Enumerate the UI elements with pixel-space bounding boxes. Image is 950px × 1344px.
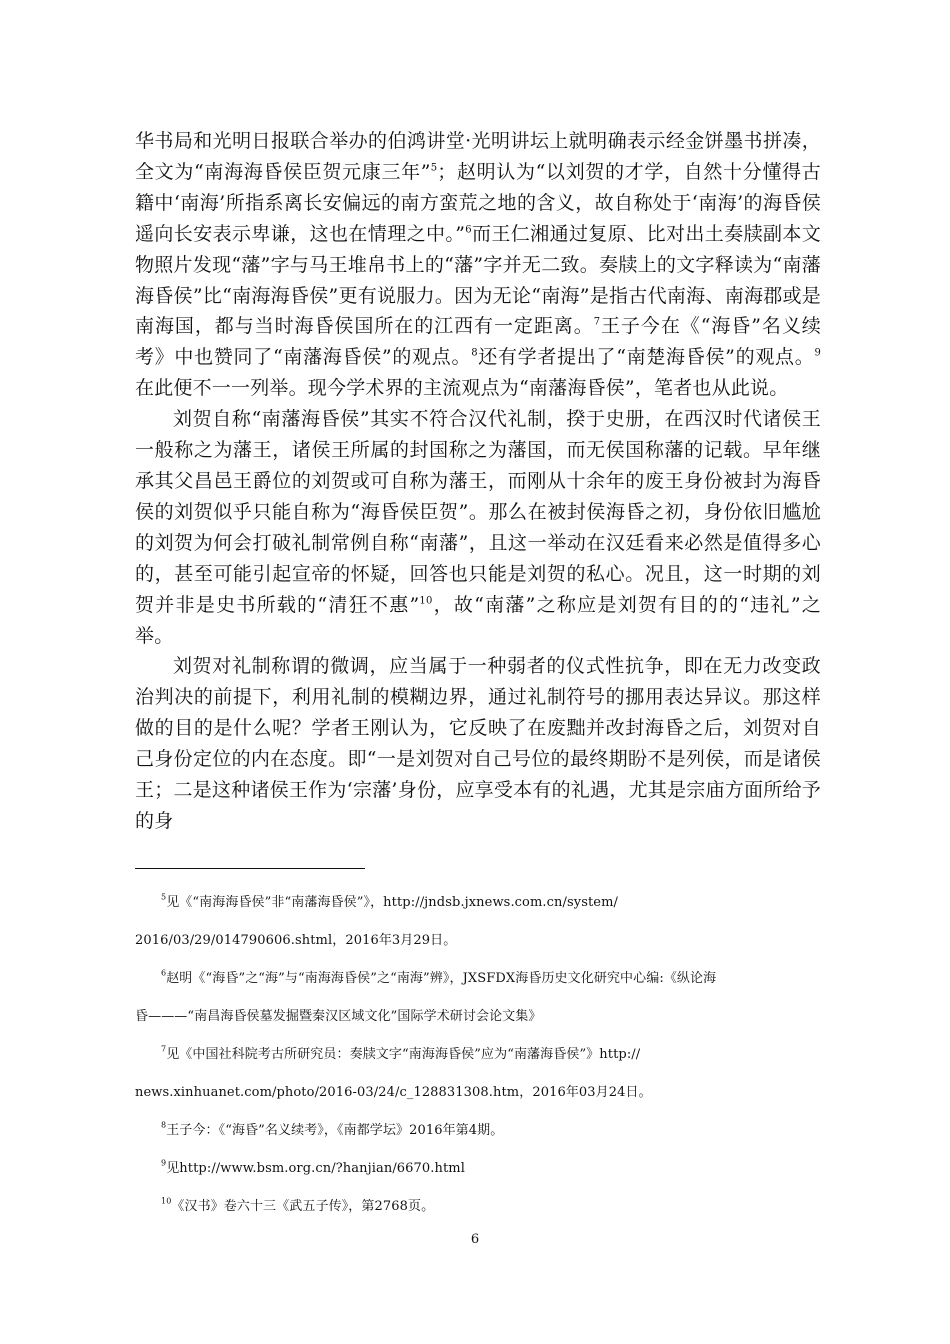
footnote-continuation: news.xinhuanet.com/photo/2016-03/24/c_128831308.htm，2016年03月24日。: [135, 1085, 652, 1100]
footnote-number: 10: [161, 1196, 172, 1206]
footnote-text: 见http://www.bsm.org.cn/?hanjian/6670.html: [166, 1161, 465, 1176]
footnote-reference: 7: [593, 316, 601, 328]
footnote-reference: 5: [430, 162, 438, 174]
footnote: [135, 960, 821, 998]
footnote-reference: 8: [471, 347, 478, 359]
body-text-run: 而王仁湘通过复原、比对出土奏牍副本文物照片发现“藩”字与马王堆帛书上的“藩”字并无二致。奏牍上的文字释读为“南藩海昏侯”比“南海海昏侯”更有说服力。因为无论“南海”是指古代南海、南海郡或是南海国，都与当时海昏侯国所在的江西有一定距离。: [135, 222, 821, 338]
footnote-number: 7: [161, 1044, 167, 1054]
body-paragraph: [135, 651, 821, 836]
footnote-separator: [135, 868, 365, 869]
page-number: 6: [470, 1232, 480, 1247]
footnote-reference: 9: [814, 347, 822, 359]
footnote: [135, 1036, 821, 1074]
body-text-run: 刘贺自称“南藩海昏侯”其实不符合汉代礼制，揆于史册，在西汉时代诸侯王一般称之为藩王，诸侯王所属的封国称之为藩国，而无侯国称藩的记载。早年继承其父昌邑王爵位的刘贺或可自称为藩王，而刚从十余年的废王身份被封为海昏侯的刘贺似乎只能自称为“海昏侯臣贺”。那么在被封侯海昏之初，身份依旧尴尬的刘贺为何会打破礼制常例自称“南藩”，且这一举动在汉廷看来必然是值得多心的，甚至可能引起宣帝的怀疑，回答也只能是刘贺的私心。况且，这一时期的刘贺并非是史书所载的“清狂不惠”: [135, 408, 821, 616]
footnote-number: 8: [161, 1120, 167, 1130]
body-text-run: 王子今在《“海昏”名义续考》中也赞同了“南藩海昏侯”的观点。: [135, 315, 821, 369]
body-text-run: 在此便不一一列举。现今学术界的主流观点为“南藩海昏侯”，笔者也从此说。: [135, 377, 789, 400]
footnote: [135, 1150, 821, 1188]
footnote: [135, 1112, 821, 1150]
body-text-run: 刘贺对礼制称谓的微调，应当属于一种弱者的仪式性抗争，即在无力改变政治判决的前提下，利用礼制的模糊边界，通过礼制符号的挪用表达异议。那这样做的目的是什么呢？学者王刚认为，它反映了在废黜并改封海昏之后，刘贺对自己身份定位的内在态度。即“一是刘贺对自己号位的最终期盼不是列侯，而是诸侯王；二是这种诸侯王作为‘宗藩’身份，应享受本有的礼遇，尤其是宗庙方面所给予的身: [135, 655, 821, 832]
footnote-continuation: 昏———“南昌海昏侯墓发掘暨秦汉区域文化”国际学术研讨会论文集》: [135, 1009, 542, 1024]
footnote-reference: 6: [465, 224, 472, 236]
footnote-text: 王子今：《“海昏”名义续考》，《南都学坛》2016年第4期。: [166, 1123, 504, 1138]
body-paragraph: [135, 404, 821, 651]
body-text: [135, 126, 821, 837]
footnotes: [135, 884, 821, 1226]
footnote-number: 6: [161, 968, 167, 978]
footnote-number: 5: [161, 892, 167, 902]
body-paragraph: [135, 126, 821, 404]
footnote-continuation: 2016/03/29/014790606.shtml，2016年3月29日。: [135, 933, 457, 948]
footnote: [135, 884, 821, 922]
body-text-run: ，故“南藩”之称应是刘贺有目的的“违礼”之举。: [135, 593, 821, 647]
footnote-text: 《汉书》卷六十三《武五子传》，第2768页。: [171, 1199, 435, 1214]
footnote-number: 9: [161, 1158, 167, 1168]
body-text-run: ；赵明认为“以刘贺的才学，自然十分懂得古籍中‘南海’所指系离长安偏远的南方蛮荒之地的含义，故自称处于‘南海’的海昏侯遥向长安表示卑谦，这也在情理之中。”: [135, 160, 821, 245]
footnote-reference: 10: [419, 595, 433, 607]
footnote: [135, 1188, 821, 1226]
footnote-text: 见《中国社科院考古所研究员：奏牍文字“南海海昏侯”应为“南藩海昏侯”》http://: [166, 1047, 641, 1062]
footnote-text: 赵明《“海昏”之“海”与“南海海昏侯”之“南海”辨》，JXSFDX海昏历史文化研究中心编:《纵论海: [166, 971, 717, 986]
body-text-run: 华书局和光明日报联合举办的伯鸿讲堂·光明讲坛上就明确表示经金饼墨书拼凑，全文为“南海海昏侯臣贺元康三年”: [135, 130, 821, 183]
body-text-run: 还有学者提出了“南楚海昏侯”的观点。: [477, 346, 815, 369]
footnote-text: 见《“南海海昏侯”非“南藩海昏侯”》，http://jndsb.jxnews.com.cn/system/: [166, 895, 618, 910]
